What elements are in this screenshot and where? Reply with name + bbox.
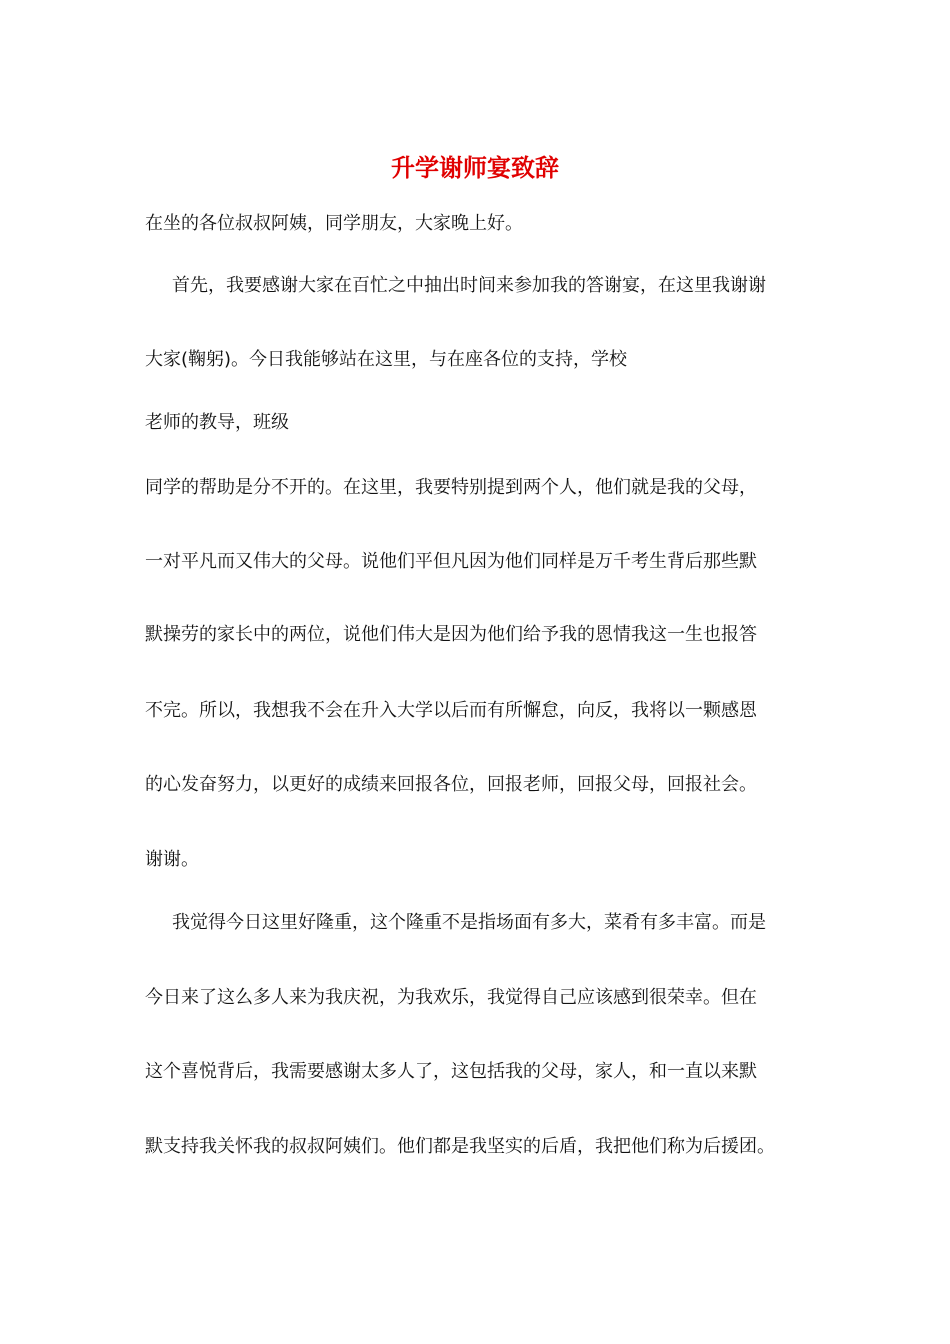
paragraph-line: 今日来了这么多人来为我庆祝，为我欢乐，我觉得自己应该感到很荣幸。但在 — [145, 987, 757, 1008]
paragraph-line: 大家(鞠躬)。今日我能够站在这里，与在座各位的支持，学校 — [145, 349, 628, 370]
paragraph-line: 不完。所以，我想我不会在升入大学以后而有所懈怠，向反，我将以一颗感恩 — [145, 700, 757, 721]
paragraph-line: 老师的教导，班级 — [145, 412, 289, 433]
paragraph-line: 首先，我要感谢大家在百忙之中抽出时间来参加我的答谢宴，在这里我谢谢 — [172, 275, 766, 296]
paragraph-line: 默操劳的家长中的两位，说他们伟大是因为他们给予我的恩情我这一生也报答 — [145, 624, 757, 645]
paragraph-line: 这个喜悦背后，我需要感谢太多人了，这包括我的父母，家人，和一直以来默 — [145, 1061, 757, 1082]
paragraph-line-thanks: 谢谢。 — [145, 849, 199, 870]
paragraph-line-greeting: 在坐的各位叔叔阿姨，同学朋友，大家晚上好。 — [145, 213, 523, 234]
document-title: 升学谢师宴致辞 — [391, 153, 559, 182]
paragraph-line: 默支持我关怀我的叔叔阿姨们。他们都是我坚实的后盾，我把他们称为后援团。 — [145, 1136, 775, 1157]
paragraph-line: 同学的帮助是分不开的。在这里，我要特别提到两个人，他们就是我的父母， — [145, 477, 757, 498]
paragraph-line: 的心发奋努力，以更好的成绩来回报各位，回报老师，回报父母，回报社会。 — [145, 774, 757, 795]
paragraph-line: 一对平凡而又伟大的父母。说他们平但凡因为他们同样是万千考生背后那些默 — [145, 551, 757, 572]
paragraph-line: 我觉得今日这里好隆重，这个隆重不是指场面有多大，菜肴有多丰富。而是 — [172, 912, 766, 933]
